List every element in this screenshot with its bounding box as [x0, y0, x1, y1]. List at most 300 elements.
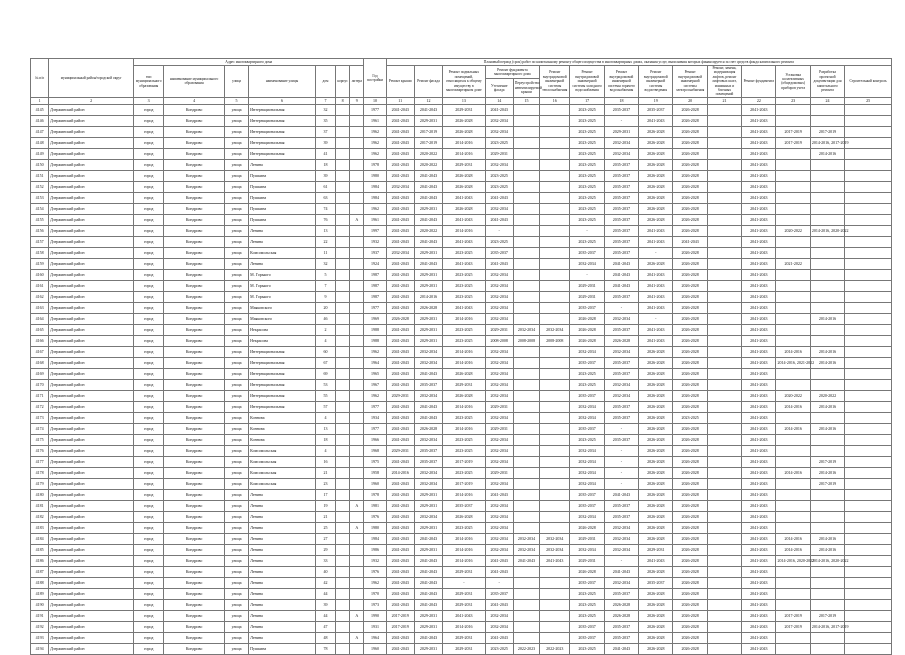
table-cell: 2041-2043 [742, 324, 776, 335]
table-cell: Кондрово [164, 247, 225, 258]
table-cell: улица [224, 610, 248, 621]
table-cell: 2032-2034 [604, 137, 638, 148]
table-cell: Дзержинский район [49, 412, 134, 423]
table-cell [845, 346, 892, 357]
table-cell: 2029-2031 [485, 401, 513, 412]
table-cell: 2041-2043 [742, 192, 776, 203]
table-cell: 1970 [364, 588, 386, 599]
table-cell [776, 115, 810, 126]
table-cell: 2032-2034 [570, 467, 604, 478]
table-cell: Коннова [249, 423, 316, 434]
table-cell: 2041-2043 [414, 214, 442, 225]
table-cell: 2026-2028 [570, 566, 604, 577]
table-row [31, 291, 892, 302]
table-cell: 1988 [364, 324, 386, 335]
table-cell: 13 [315, 225, 335, 236]
table-cell: 1976 [364, 566, 386, 577]
table-cell [810, 159, 844, 170]
table-cell [336, 357, 350, 368]
table-cell: город [134, 632, 164, 643]
column-number: 15 [513, 97, 539, 104]
table-cell: 2029-2031 [414, 621, 442, 632]
table-cell: город [134, 489, 164, 500]
table-cell: Интернациональная [249, 115, 316, 126]
table-cell: 2026-2028 [639, 489, 673, 500]
table-cell: улица [224, 621, 248, 632]
table-cell: 2035-2037 [604, 621, 638, 632]
table-cell: Дзержинский район [49, 203, 134, 214]
table-body [31, 104, 892, 654]
table-cell: 2041-2043 [742, 588, 776, 599]
table-cell: 4181 [31, 500, 49, 511]
table-cell: 4170 [31, 379, 49, 390]
table-cell: 4162 [31, 291, 49, 302]
table-cell: 2017-2019 [776, 137, 810, 148]
table-cell [336, 434, 350, 445]
table-cell [336, 467, 350, 478]
table-cell [707, 203, 741, 214]
table-cell [513, 214, 539, 225]
table-cell: 2035-2037 [604, 291, 638, 302]
table-cell [336, 632, 350, 643]
table-cell: 1984 [364, 192, 386, 203]
table-cell [845, 412, 892, 423]
table-cell: улица [224, 104, 248, 115]
table-cell: 2023-2025 [570, 159, 604, 170]
col-letter: литера [350, 66, 364, 98]
table-cell: 2041-2043 [414, 588, 442, 599]
table-cell: 2026-2028 [639, 456, 673, 467]
table-cell: Дзержинский район [49, 445, 134, 456]
table-cell: город [134, 423, 164, 434]
table-cell [810, 302, 844, 313]
table-cell: 47 [315, 621, 335, 632]
table-cell [776, 500, 810, 511]
table-cell: Дзержинский район [49, 126, 134, 137]
table-cell: 2041-2043 [386, 544, 414, 555]
table-cell: улица [224, 588, 248, 599]
table-cell: 2041-2043 [443, 610, 485, 621]
table-cell: 2041-2043 [673, 236, 707, 247]
table-cell [336, 192, 350, 203]
table-cell [810, 643, 844, 654]
table-cell: 1987 [364, 269, 386, 280]
table-cell [350, 225, 364, 236]
table-cell: 2026-2028 [673, 478, 707, 489]
table-cell: город [134, 533, 164, 544]
table-cell [776, 566, 810, 577]
table-cell: 2026-2028 [570, 522, 604, 533]
table-cell: 1961 [364, 214, 386, 225]
table-cell: 1987 [364, 280, 386, 291]
table-cell: 2023-2025 [485, 236, 513, 247]
table-cell: 2032-2034 [570, 456, 604, 467]
table-cell [336, 610, 350, 621]
table-cell: 2026-2028 [639, 192, 673, 203]
table-cell: 2014-2016 [443, 346, 485, 357]
table-cell: 2032-2034 [485, 412, 513, 423]
table-cell: 2041-2043 [540, 555, 570, 566]
table-cell: М. Горького [249, 291, 316, 302]
table-cell: 2032-2034 [570, 478, 604, 489]
table-cell: Кондрово [164, 357, 225, 368]
table-cell: Дзержинский район [49, 577, 134, 588]
table-cell: 21 [315, 511, 335, 522]
table-cell: 1962 [364, 137, 386, 148]
table-cell: 2041-2043 [386, 170, 414, 181]
col-gas: Ремонт, замена, модернизация лифтов, ремонт лифтовых шахт, машинных и блочных помещений [707, 66, 741, 98]
table-cell: 2035-2037 [570, 577, 604, 588]
table-cell: 2041-2043 [386, 643, 414, 654]
table-cell: 1980 [364, 170, 386, 181]
table-cell: Ленина [249, 159, 316, 170]
table-cell: - [604, 423, 638, 434]
table-cell: 4156 [31, 225, 49, 236]
table-cell [845, 445, 892, 456]
table-cell: 2041-2043 [742, 203, 776, 214]
table-cell [707, 544, 741, 555]
table-cell [810, 280, 844, 291]
table-cell: 2026-2028 [639, 445, 673, 456]
table-cell: 2041-2043 [742, 456, 776, 467]
table-cell: 41 [315, 148, 335, 159]
table-cell: 2026-2028 [639, 401, 673, 412]
table-cell: город [134, 280, 164, 291]
table-cell: Дзержинский район [49, 456, 134, 467]
table-cell [845, 566, 892, 577]
table-cell: 4184 [31, 533, 49, 544]
table-cell: 2014-2016 [443, 533, 485, 544]
table-cell [350, 324, 364, 335]
table-cell [845, 390, 892, 401]
table-cell: город [134, 434, 164, 445]
table-cell: 1976 [364, 511, 386, 522]
table-cell: 2041-2043 [742, 159, 776, 170]
table-cell: 2014-2016 [810, 533, 844, 544]
table-cell: Дзержинский район [49, 346, 134, 357]
table-cell [336, 280, 350, 291]
table-cell: 1973 [364, 599, 386, 610]
table-cell [845, 335, 892, 346]
table-cell: 2014-2016 [776, 544, 810, 555]
table-cell: А [350, 214, 364, 225]
table-cell [707, 291, 741, 302]
table-cell [707, 148, 741, 159]
table-cell: город [134, 500, 164, 511]
table-cell: 2041-2043 [639, 115, 673, 126]
table-cell: город [134, 390, 164, 401]
table-cell: 2041-2043 [742, 291, 776, 302]
col-foundation-sub1: Утепление фасада [485, 79, 513, 98]
table-cell: 2032-2034 [485, 203, 513, 214]
table-cell: Некрасова [249, 324, 316, 335]
table-cell: Кондрово [164, 269, 225, 280]
table-cell: 57 [315, 401, 335, 412]
table-cell: Интернациональная [249, 390, 316, 401]
table-cell: Интернациональная [249, 368, 316, 379]
table-cell: 2026-2028 [673, 346, 707, 357]
table-cell: город [134, 192, 164, 203]
col-foundation-sub2: Переустройство невентилируемой крыши [513, 79, 539, 98]
table-cell [540, 478, 570, 489]
table-cell: Дзержинский район [49, 357, 134, 368]
table-cell [350, 115, 364, 126]
table-cell [707, 599, 741, 610]
table-cell: 2029-2031 [485, 467, 513, 478]
table-cell [776, 181, 810, 192]
table-cell: 29 [315, 544, 335, 555]
table-cell: 4 [315, 445, 335, 456]
table-cell: 2041-2043 [742, 357, 776, 368]
table-cell: 2026-2028 [673, 357, 707, 368]
table-cell: улица [224, 313, 248, 324]
table-cell: 2014-2016, 2020-2022 [810, 225, 844, 236]
table-cell [845, 489, 892, 500]
table-cell [707, 390, 741, 401]
table-cell: 1980 [364, 522, 386, 533]
table-cell: 2029-2031 [570, 280, 604, 291]
table-cell: Ленина [249, 566, 316, 577]
table-cell [810, 203, 844, 214]
table-cell: Дзержинский район [49, 225, 134, 236]
table-cell: 4 [315, 335, 335, 346]
table-cell: 2035-2037 [604, 368, 638, 379]
table-cell: 2026-2028 [639, 632, 673, 643]
table-cell: улица [224, 115, 248, 126]
table-cell: Ленина [249, 500, 316, 511]
table-cell [707, 192, 741, 203]
table-cell: 2041-2043 [639, 555, 673, 566]
table-cell: А [350, 500, 364, 511]
table-cell [336, 555, 350, 566]
table-cell: 1978 [364, 489, 386, 500]
table-cell [350, 390, 364, 401]
table-cell [350, 280, 364, 291]
table-cell: 2032-2034 [414, 346, 442, 357]
table-cell [350, 566, 364, 577]
table-cell: город [134, 588, 164, 599]
table-cell: Ленина [249, 258, 316, 269]
table-cell: 2026-2028 [639, 610, 673, 621]
table-cell: 1932 [364, 236, 386, 247]
table-cell: 2041-2043 [386, 522, 414, 533]
table-cell: 2029-2031 [443, 379, 485, 390]
table-cell: 2041-2043 [485, 104, 513, 115]
table-cell: Дзержинский район [49, 478, 134, 489]
table-cell [707, 401, 741, 412]
table-cell [336, 599, 350, 610]
table-cell: город [134, 313, 164, 324]
table-cell: Дзержинский район [49, 368, 134, 379]
table-cell: 2026-2028 [639, 170, 673, 181]
table-cell: 4173 [31, 412, 49, 423]
table-cell [707, 456, 741, 467]
table-cell [776, 324, 810, 335]
table-cell: 2041-2043 [639, 302, 673, 313]
table-cell [707, 511, 741, 522]
table-cell: 2032-2034 [485, 159, 513, 170]
table-cell [776, 643, 810, 654]
table-cell: 2023-2025 [570, 192, 604, 203]
table-cell [513, 467, 539, 478]
table-cell: Комсомольская [249, 445, 316, 456]
table-cell: Дзержинский район [49, 467, 134, 478]
table-cell: Интернациональная [249, 126, 316, 137]
table-cell: улица [224, 148, 248, 159]
table-cell: 2014-2016 [810, 401, 844, 412]
table-cell: 2035-2037 [604, 214, 638, 225]
table-cell: 4165 [31, 324, 49, 335]
table-cell: А [350, 632, 364, 643]
table-cell [540, 148, 570, 159]
table-cell [336, 225, 350, 236]
table-cell [776, 170, 810, 181]
table-cell: 2041-2043 [742, 247, 776, 258]
table-cell: 32 [315, 258, 335, 269]
table-cell: Пушкина [249, 170, 316, 181]
table-cell [540, 203, 570, 214]
table-cell [336, 148, 350, 159]
table-cell: - [639, 247, 673, 258]
table-cell [776, 192, 810, 203]
table-cell: Интернациональная [249, 401, 316, 412]
table-cell: 2 [315, 324, 335, 335]
table-row [31, 533, 892, 544]
table-cell: Интернациональная [249, 104, 316, 115]
table-cell: 2017-2019 [386, 621, 414, 632]
table-cell [707, 346, 741, 357]
table-cell [513, 522, 539, 533]
col-water-hot: Ремонт внутридомовой инженерной системы горячего водоснабжения [604, 66, 638, 98]
table-row [31, 302, 892, 313]
table-cell [513, 566, 539, 577]
table-cell: 2020-2022 [414, 159, 442, 170]
table-cell: 2026-2028 [673, 104, 707, 115]
table-cell: 1967 [364, 379, 386, 390]
table-cell: 2021-2022 [776, 258, 810, 269]
table-cell: 2032-2034 [485, 357, 513, 368]
table-cell: 2017-2019 [776, 126, 810, 137]
table-cell [845, 577, 892, 588]
table-cell: 4193 [31, 632, 49, 643]
table-cell [350, 335, 364, 346]
table-cell: Интернациональная [249, 357, 316, 368]
table-cell [336, 368, 350, 379]
table-cell: 9 [315, 291, 335, 302]
table-cell: 2035-2037 [639, 104, 673, 115]
table-cell: 2035-2037 [604, 500, 638, 511]
table-cell: 2026-2028 [673, 566, 707, 577]
table-cell [513, 511, 539, 522]
table-cell: Дзержинский район [49, 302, 134, 313]
table-cell: 2026-2028 [443, 126, 485, 137]
table-cell: 48 [315, 632, 335, 643]
table-cell: 2017-2019 [386, 610, 414, 621]
table-cell: 2032-2034 [540, 544, 570, 555]
table-cell [845, 181, 892, 192]
table-cell: 2026-2028 [639, 478, 673, 489]
table-cell: 2041-2043 [386, 511, 414, 522]
table-cell: Кондрово [164, 401, 225, 412]
capital-repair-table [30, 58, 892, 655]
table-cell: 2032-2034 [485, 621, 513, 632]
table-cell [540, 467, 570, 478]
table-cell: Пушкина [249, 643, 316, 654]
table-cell [513, 456, 539, 467]
table-cell [540, 170, 570, 181]
table-cell: город [134, 291, 164, 302]
table-cell [810, 489, 844, 500]
table-cell [336, 621, 350, 632]
table-cell: 2041-2043 [485, 258, 513, 269]
table-cell [350, 533, 364, 544]
table-cell: Кондрово [164, 522, 225, 533]
table-cell [845, 192, 892, 203]
table-row [31, 456, 892, 467]
table-cell: 2041-2043 [742, 500, 776, 511]
table-row [31, 357, 892, 368]
table-cell: А [350, 522, 364, 533]
table-cell [513, 203, 539, 214]
table-cell: 63 [315, 192, 335, 203]
table-cell: 2017-2019 [810, 610, 844, 621]
table-cell: 2014-2016 [810, 467, 844, 478]
table-row [31, 214, 892, 225]
table-row [31, 335, 892, 346]
table-row [31, 390, 892, 401]
table-cell [350, 302, 364, 313]
table-cell: Пушкина [249, 203, 316, 214]
table-cell: - [604, 445, 638, 456]
table-row [31, 192, 892, 203]
table-cell: - [604, 478, 638, 489]
table-cell [336, 566, 350, 577]
table-cell: 4168 [31, 357, 49, 368]
table-cell: Кондрово [164, 555, 225, 566]
table-cell: Дзержинский район [49, 236, 134, 247]
table-cell [707, 104, 741, 115]
table-cell: 1932 [364, 555, 386, 566]
table-cell: 2041-2043 [386, 280, 414, 291]
table-cell: 2026-2028 [673, 467, 707, 478]
table-cell: 2032-2034 [485, 445, 513, 456]
table-cell [845, 291, 892, 302]
table-cell: М. Горького [249, 280, 316, 291]
table-cell: Кондрово [164, 346, 225, 357]
table-cell: 2026-2028 [639, 357, 673, 368]
table-cell: 2029-2031 [443, 159, 485, 170]
table-cell [845, 522, 892, 533]
table-cell: улица [224, 247, 248, 258]
column-number: 3 [134, 97, 164, 104]
table-cell: 2014-2016 [810, 148, 844, 159]
table-cell: 46 [315, 313, 335, 324]
table-cell: 4190 [31, 599, 49, 610]
table-cell: 2041-2043 [485, 566, 513, 577]
col-district: муниципальный район/городской округ [49, 59, 134, 98]
table-cell: Кондрово [164, 489, 225, 500]
table-cell: 55 [315, 390, 335, 401]
table-cell [810, 566, 844, 577]
table-cell: 5 [315, 269, 335, 280]
table-cell: Дзержинский район [49, 258, 134, 269]
table-cell: Ленина [249, 588, 316, 599]
column-number: 9 [350, 97, 364, 104]
table-cell: улица [224, 324, 248, 335]
table-cell: 2041-2043 [386, 412, 414, 423]
table-cell: 1997 [364, 225, 386, 236]
table-cell: 2026-2028 [639, 203, 673, 214]
